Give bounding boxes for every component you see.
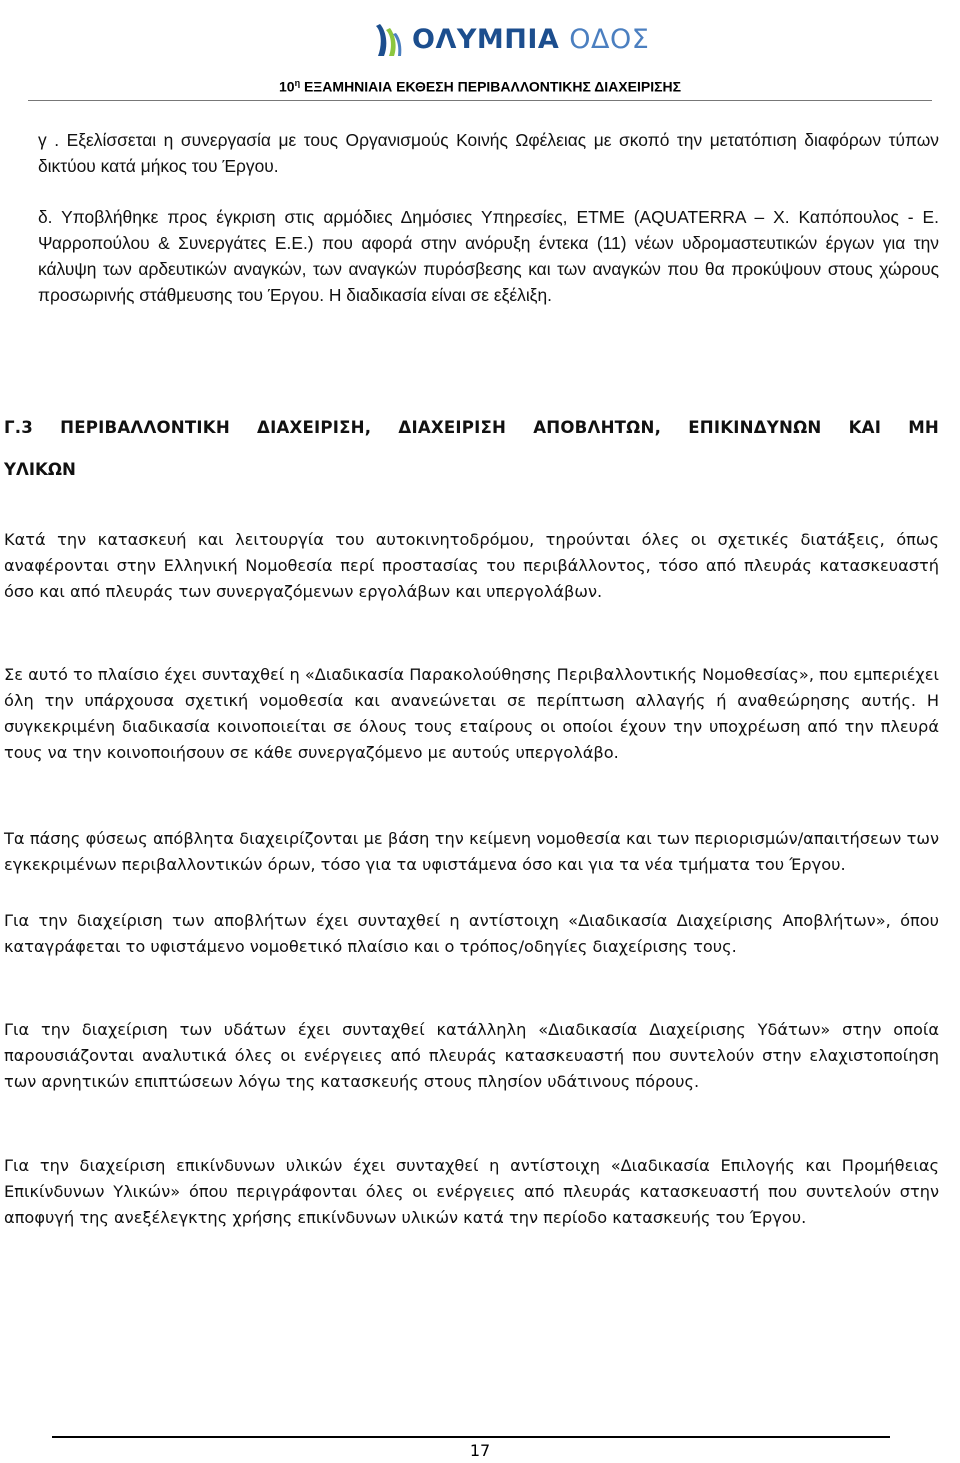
olympia-odos-logo [372,22,650,62]
logo-text-light: ΟΔΟΣ [569,24,650,55]
report-number: 10 [278,78,295,95]
list-item-delta: δ. Υποβλήθηκε προς έγκριση στις αρμόδιες Δημόσιες Υπηρεσίες, ΕΤΜΕ (AQUATERRA – Χ. Καπόπουλος - Ε. Ψαρροπούλου & Συνεργάτες Ε.Ε.) που αφορά στην ανόρυξη έντεκα (11) νέων υδρομαστευτικών έργων για την κάλυψη των αρδευτικών αναγκών, των αναγκών πυρόσβεσης και των αναγκών που θα προκύψουν στους χώρους προσωρινής στάθμευσης του Έργου. Η διαδικασία είναι σε εξέλιξη. [38,207,939,305]
paragraph-water-procedure: Για την διαχείριση των υδάτων έχει συνταχθεί κατάλληλη «Διαδικασία Διαχείρισης Υδάτων» στην οποία παρουσιάζονται αναλυτικά όλες οι ενέργειες από πλευράς κατασκευαστή που συντελούν στην ελαχιστοποίηση των αρνητικών επιπτώσεων λόγω της κατασκευής στους πλησίον υδάτινους πόρους. [4,1020,939,1091]
list-item-gamma: γ . Εξελίσσεται η συνεργασία με τους Οργανισμούς Κοινής Ωφέλειας με σκοπό την μετατόπιση διαφόρων τύπων δικτύου κατά μήκος του Έργου. [38,130,939,176]
paragraph-waste-management: Τα πάσης φύσεως απόβλητα διαχειρίζονται με βάση την κείμενη νομοθεσία και των περιορισμών/απαιτήσεων των εγκεκριμένων περιβαλλοντικών όρων, τόσο για τα υφιστάμενα όσο και για τα νέα τμήματα του Έργου. [4,829,939,874]
logo-swoosh-icon [372,22,402,58]
report-number-suffix: η [294,78,301,88]
logo-text-bold: ΟΛΥΜΠΙΑ [412,24,560,55]
section-heading: Γ.3 ΠΕΡΙΒΑΛΛΟΝΤΙΚΗ ΔΙΑΧΕΙΡΙΣΗ, ΔΙΑΧΕΙΡΙΣΗ ΑΠΟΒΛΗΤΩΝ, ΕΠΙΚΙΝΔΥΝΩΝ ΚΑΙ ΜΗ [4,418,939,437]
paragraph-monitoring-procedure: Σε αυτό το πλαίσιο έχει συνταχθεί η «Διαδικασία Παρακολούθησης Περιβαλλοντικής Νομοθεσίας», που εμπεριέχει όλη την υπάρχουσα σχετική νομοθεσία και ανανεώνεται σε περίπτωση αλλαγής ή αναθεώρησης αυτής. Η συγκεκριμένη διαδικασία κοινοποιείται σε όλους τους εταίρους οι οποίοι έχουν την υποχρέωση από την πλευρά τους να την κοινοποιήσουν σε κάθε συνεργαζόμενο με αυτούς υπεργολάβο. [4,665,939,762]
page-header [0,0,960,100]
report-title-text: ΕΞΑΜΗΝΙΑΙΑ ΕΚΘΕΣΗ ΠΕΡΙΒΑΛΛΟΝΤΙΚΗΣ ΔΙΑΧΕΙΡΙΣΗΣ [300,78,682,95]
paragraph-waste-procedure: Για την διαχείριση των αποβλήτων έχει συνταχθεί η αντίστοιχη «Διαδικασία Διαχείρισης Αποβλήτων», όπου καταγράφεται το υφιστάμενο νομοθετικό πλαίσιο και ο τρόπος/οδηγίες διαχείρισης τους. [4,911,939,956]
header-divider [28,100,932,101]
paragraph-legislation: Κατά την κατασκευή και λειτουργία του αυτοκινητοδρόμου, τηρούνται όλες οι σχετικές διατάξεις, όπως αναφέρονται στην Ελληνική Νομοθεσία περί προστασίας του περιβάλλοντος, τόσο από πλευράς κατασκευαστή όσο και από πλευράς των συνεργαζόμενων εργολάβων και υπεργολάβων. [4,530,939,601]
page-number: 17 [469,1441,491,1460]
section-heading-continued: ΥΛΙΚΩΝ [4,460,76,479]
footer-divider [52,1436,890,1438]
paragraph-hazardous-materials: Για την διαχείριση επικίνδυνων υλικών έχει συνταχθεί η αντίστοιχη «Διαδικασία Επιλογής και Προμήθειας Επικίνδυνων Υλικών» όπου περιγράφονται όλες οι ενέργειες από πλευράς κατασκευαστή που συντελούν στην αποφυγή της ανεξέλεγκτης χρήσης επικίνδυνων υλικών κατά την περίοδο κατασκευής του Έργου. [4,1156,939,1227]
logo-text [412,24,649,55]
report-title [0,78,960,95]
